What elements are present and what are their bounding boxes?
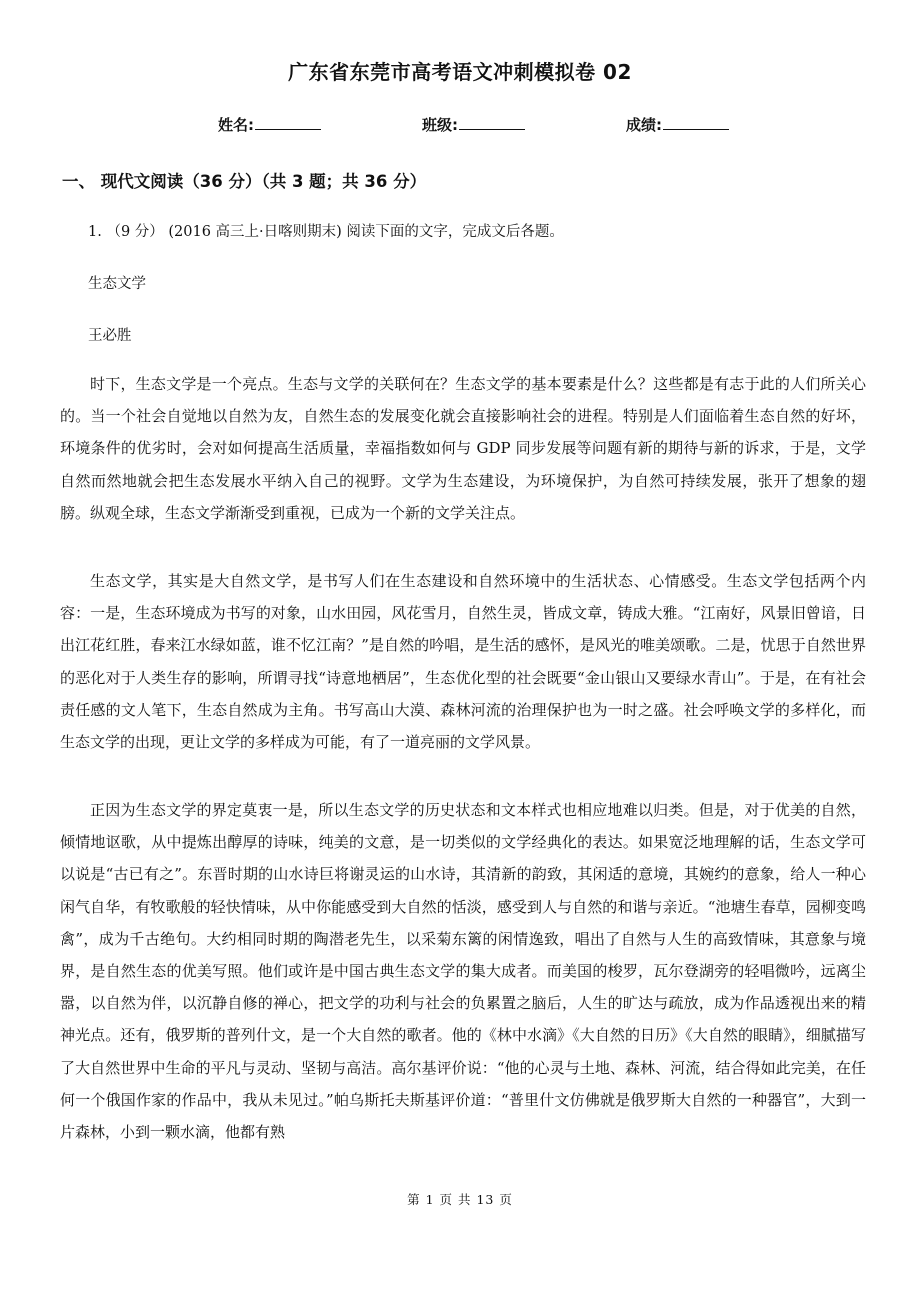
class-field[interactable]	[422, 114, 525, 135]
class-label: 班级:	[422, 116, 458, 134]
score-blank[interactable]	[663, 115, 729, 130]
document-title: 广东省东莞市高考语文冲刺模拟卷 02	[288, 60, 632, 84]
paragraph-1: 时下，生态文学是一个亮点。生态与文学的关联何在？生态文学的基本要素是什么？这些都是有志于此的人们所关心的。当一个社会自觉地以自然为友，自然生态的发展变化就会直接影响社会的进程。特别是人们面临着生态自然的好坏，环境条件的优劣时，会对如何提高生活质量，幸福指数如何与 GDP 同步发展等问题有新的期待与新的诉求，于是，文学自然而然地就会把生态发展水平纳入自己的视野。文学为生态建设，为环境保护，为自然可持续发展，张开了想象的翅膀。纵观全球，生态文学渐渐受到重视，已成为一个新的文学关注点。	[60, 375, 866, 522]
class-blank[interactable]	[459, 115, 525, 130]
article-title: 生态文学	[88, 276, 146, 292]
name-blank[interactable]	[255, 115, 321, 130]
question-intro: 1. （9 分） (2016 高三上·日喀则期末) 阅读下面的文字，完成文后各题。	[88, 224, 564, 240]
paragraph-2: 生态文学，其实是大自然文学，是书写人们在生态建设和自然环境中的生活状态、心情感受。生态文学包括两个内容：一是，生态环境成为书写的对象，山水田园，风花雪月，自然生灵，皆成文章，铸成大雅。“江南好，风景旧曾谙，日出江花红胜，春来江水绿如蓝，谁不忆江南？”是自然的吟唱，是生活的感怀，是风光的唯美颂歌。二是，忧思于自然世界的恶化对于人类生存的影响，所谓寻找“诗意地栖居”，生态优化型的社会既要“金山银山又要绿水青山”。于是，在有社会责任感的文人笔下，生态自然成为主角。书写高山大漠、森林河流的治理保护也为一时之盛。社会呼唤文学的多样化，而生态文学的出现，更让文学的多样成为可能，有了一道亮丽的文学风景。	[60, 572, 866, 752]
score-field[interactable]	[626, 114, 729, 135]
section-heading: 一、 现代文阅读（36 分）（共 3 题；共 36 分）	[62, 172, 427, 191]
name-label: 姓名:	[218, 116, 254, 134]
name-field[interactable]	[218, 114, 321, 135]
score-label: 成绩:	[626, 116, 662, 134]
page-footer: 第 1 页 共 13 页	[407, 1192, 513, 1207]
article-author: 王必胜	[88, 328, 132, 344]
paragraph-3: 正因为生态文学的界定莫衷一是，所以生态文学的历史状态和文本样式也相应地难以归类。但是，对于优美的自然，倾情地讴歌，从中提炼出醇厚的诗味，纯美的文意，是一切类似的文学经典化的表达。如果宽泛地理解的话，生态文学可以说是“古已有之”。东晋时期的山水诗巨将谢灵运的山水诗，其清新的韵致，其闲适的意境，其婉约的意象，给人一种心闲气自华，有牧歌般的轻快情味，从中你能感受到大自然的恬淡，感受到人与自然的和谐与亲近。“池塘生春草，园柳变鸣禽”，成为千古绝句。大约相同时期的陶潜老先生，以采菊东篱的闲情逸致，唱出了自然与人生的高致情味，其意象与境界，是自然生态的优美写照。他们或许是中国古典生态文学的集大成者。而美国的梭罗，瓦尔登湖旁的轻唱微吟，远离尘嚣，以自然为伴，以沉静自修的禅心，把文学的功利与社会的负累置之脑后，人生的旷达与疏放，成为作品透视出来的精神光点。还有，俄罗斯的普列什文，是一个大自然的歌者。他的《林中水滴》《大自然的日历》《大自然的眼睛》，细腻描写了大自然世界中生命的平凡与灵动、坚韧与高洁。高尔基评价说：“他的心灵与土地、森林、河流，结合得如此完美，在任何一个俄国作家的作品中，我从未见过。”帕乌斯托夫斯基评价道：“普里什文仿佛就是俄罗斯大自然的一种器官”，大到一片森林，小到一颗水滴，他都有熟	[60, 801, 866, 1142]
